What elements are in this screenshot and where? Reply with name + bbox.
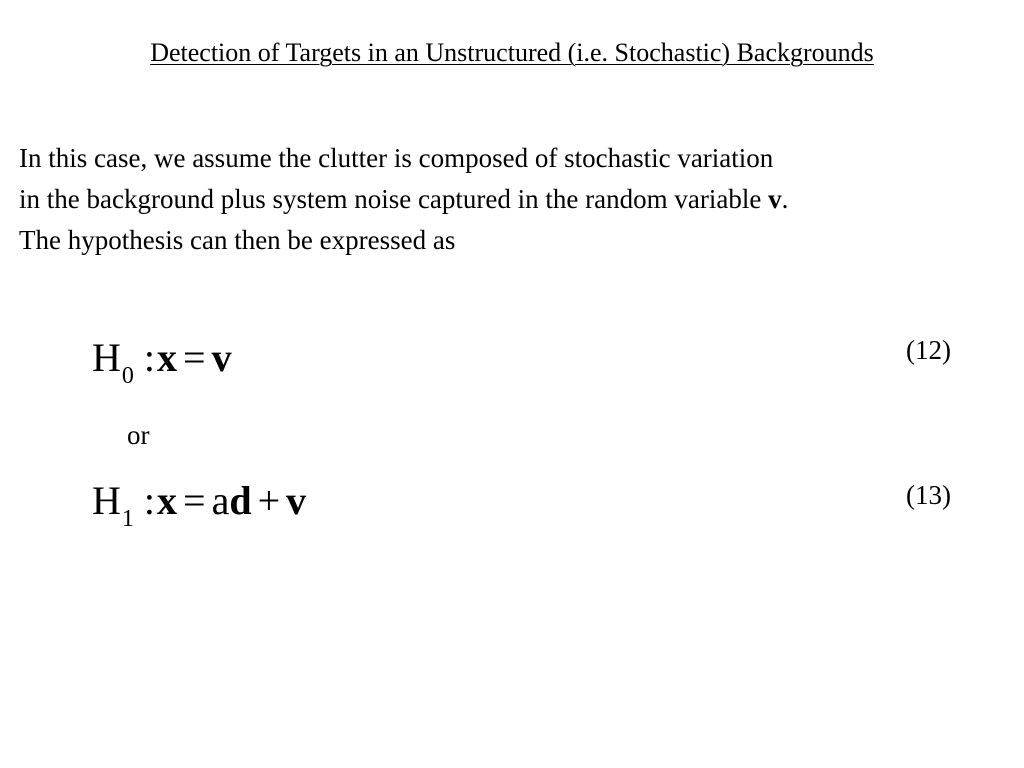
h1-lhs-x: x: [157, 478, 178, 523]
paragraph-line-3: The hypothesis can then be expressed as: [19, 225, 456, 255]
equation-h1: [92, 477, 306, 531]
h1-colon: :: [143, 478, 156, 523]
paragraph-line-2-text: in the background plus system noise captured in the random variable: [19, 184, 769, 214]
h1-subscript: 1: [121, 506, 134, 532]
h0-lhs-x: x: [157, 335, 178, 380]
random-variable-v: v: [768, 184, 782, 214]
equation-h0: [92, 334, 232, 388]
body-paragraph: [19, 138, 1009, 261]
h1-noise-v: v: [286, 478, 307, 523]
equation-number-13: (13): [906, 480, 951, 510]
slide-title: [0, 36, 1024, 70]
h0-symbol: H: [92, 335, 121, 380]
h0-colon: :: [143, 335, 156, 380]
paragraph-line-1: In this case, we assume the clutter is composed of stochastic variation: [19, 143, 774, 173]
h1-symbol: H: [92, 478, 121, 523]
h0-rhs-v: v: [211, 335, 232, 380]
equation-number-12: (12): [906, 335, 951, 365]
paragraph-line-2: [19, 179, 1009, 220]
h0-equals: =: [183, 335, 206, 380]
h1-plus: +: [257, 478, 281, 523]
slide-title-text: Detection of Targets in an Unstructured (i.e. Stochastic) Backgrounds: [150, 38, 874, 67]
h1-equals: =: [183, 478, 206, 523]
h1-coefficient-a: a: [211, 478, 230, 523]
h0-subscript: 0: [121, 363, 134, 389]
paragraph-line-2-period: .: [781, 184, 789, 214]
connector-or: or: [127, 420, 150, 450]
h1-signal-d: d: [229, 478, 252, 523]
